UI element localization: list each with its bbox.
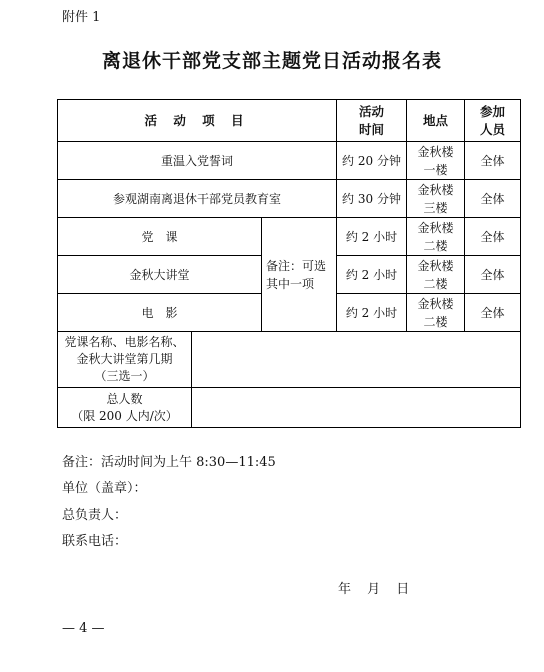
location-cell: 金秋楼 一楼	[407, 142, 465, 180]
page-number: — 4 —	[62, 621, 105, 636]
choice-note-cell: 备注：可选 其中一项	[262, 218, 337, 332]
time-cell: 约 30 分钟	[337, 180, 407, 218]
time-cell: 约 2 小时	[337, 294, 407, 332]
header-location: 地点	[407, 100, 465, 142]
location-cell: 金秋楼 三楼	[407, 180, 465, 218]
remark-text: 备注：活动时间为上午 8:30—11:45	[62, 455, 276, 470]
table-row	[58, 142, 521, 180]
location-cell: 金秋楼 二楼	[407, 294, 465, 332]
registration-table	[57, 99, 521, 428]
header-activity: 活 动 项 目	[58, 100, 337, 142]
activity-cell: 金秋大讲堂	[58, 256, 262, 294]
page-title: 离退休干部党支部主题党日活动报名表	[101, 50, 442, 72]
attachment-label: 附件 1	[62, 10, 101, 25]
total-label-cell: 总人数 （限 200 人内/次）	[58, 388, 192, 428]
participants-cell: 全体	[465, 256, 521, 294]
unit-label: 单位（盖章）：	[62, 481, 147, 496]
date-line: 年 月 日	[338, 582, 410, 597]
activity-cell: 党 课	[58, 218, 262, 256]
participants-cell: 全体	[465, 294, 521, 332]
location-cell: 金秋楼 二楼	[407, 218, 465, 256]
activity-cell: 参观湖南离退休干部党员教育室	[58, 180, 337, 218]
table-header-row	[58, 100, 521, 142]
choice-label-cell: 党课名称、电影名称、 金秋大讲堂第几期 （三选一）	[58, 332, 192, 388]
phone-label: 联系电话：	[62, 534, 128, 549]
choice-input-cell[interactable]	[192, 332, 521, 388]
leader-label: 总负责人：	[62, 508, 128, 523]
activity-cell: 电 影	[58, 294, 262, 332]
total-row	[58, 388, 521, 428]
activity-cell: 重温入党誓词	[58, 142, 337, 180]
participants-cell: 全体	[465, 218, 521, 256]
time-cell: 约 20 分钟	[337, 142, 407, 180]
time-cell: 约 2 小时	[337, 218, 407, 256]
participants-cell: 全体	[465, 142, 521, 180]
location-cell: 金秋楼 二楼	[407, 256, 465, 294]
header-time: 活动 时间	[337, 100, 407, 142]
participants-cell: 全体	[465, 180, 521, 218]
table-row	[58, 180, 521, 218]
table-row	[58, 218, 521, 256]
total-input-cell[interactable]	[192, 388, 521, 428]
time-cell: 约 2 小时	[337, 256, 407, 294]
choice-row	[58, 332, 521, 388]
header-participants: 参加 人员	[465, 100, 521, 142]
